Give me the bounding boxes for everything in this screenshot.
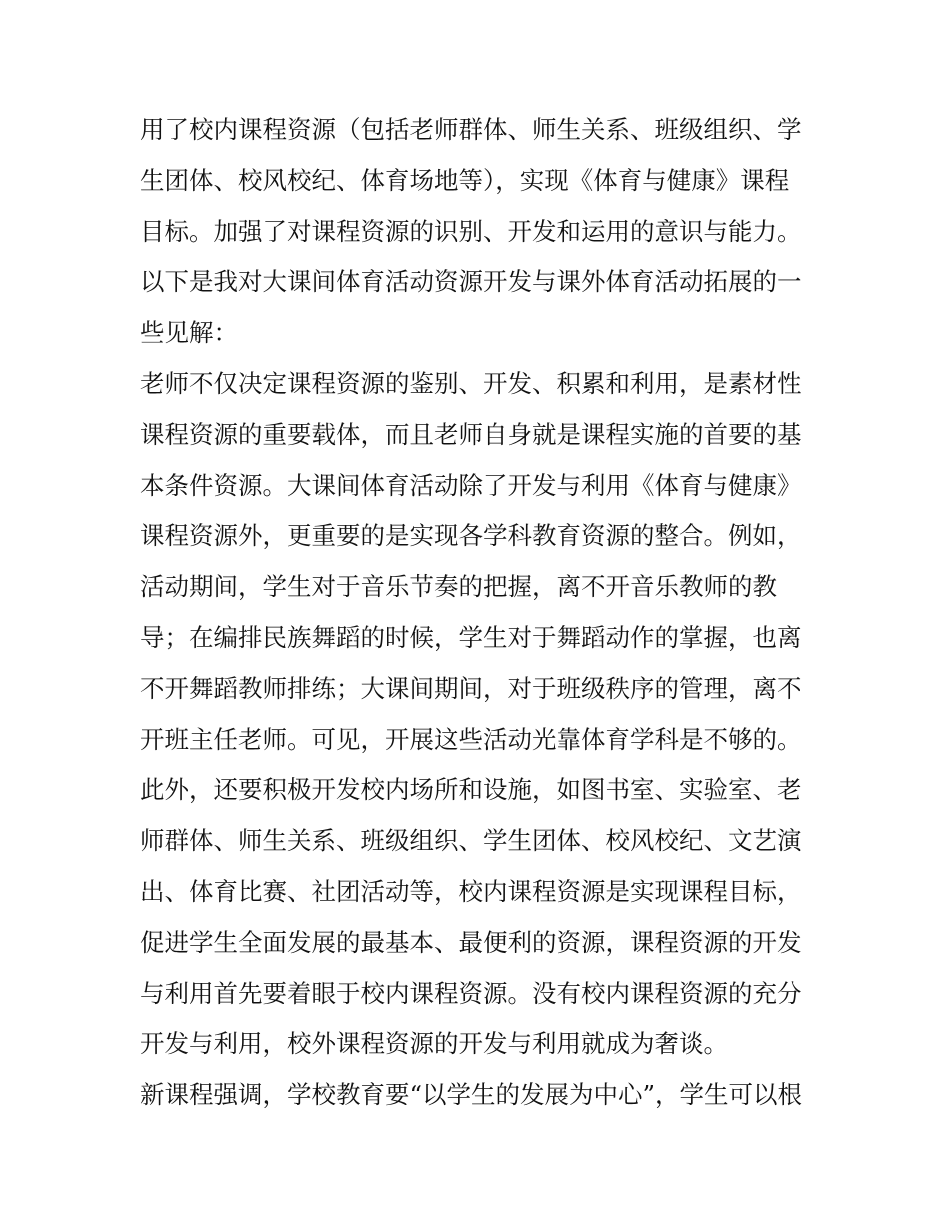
text-line: 新课程强调，学校教育要“以学生的发展为中心”，学生可以根 bbox=[140, 1080, 803, 1110]
text-line: 活动期间，学生对于音乐节奏的把握，离不开音乐教师的教 bbox=[140, 572, 777, 602]
text-line: 课程资源外，更重要的是实现各学科教育资源的整合。例如， bbox=[140, 521, 802, 551]
text-line: 与利用首先要着眼于校内课程资源。没有校内课程资源的充分 bbox=[140, 978, 802, 1008]
text-line: 不开舞蹈教师排练；大课间期间，对于班级秩序的管理，离不 bbox=[140, 673, 802, 703]
text-line: 此外，还要积极开发校内场所和设施，如图书室、实验室、老 bbox=[140, 775, 802, 805]
text-line: 老师不仅决定课程资源的鉴别、开发、积累和利用，是素材性 bbox=[140, 368, 802, 398]
text-line: 出、体育比赛、社团活动等，校内课程资源是实现课程目标， bbox=[140, 876, 802, 906]
text-line: 开班主任老师。可见，开展这些活动光靠体育学科是不够的。 bbox=[140, 724, 802, 754]
text-line: 以下是我对大课间体育活动资源开发与课外体育活动拓展的一 bbox=[140, 267, 802, 297]
text-line: 些见解： bbox=[140, 318, 238, 348]
text-line: 本条件资源。大课间体育活动除了开发与利用《体育与健康》 bbox=[140, 470, 802, 500]
text-line: 导；在编排民族舞蹈的时候，学生对于舞蹈动作的掌握，也离 bbox=[140, 622, 802, 652]
text-line: 目标。加强了对课程资源的识别、开发和运用的意识与能力。 bbox=[140, 216, 802, 246]
text-line: 促进学生全面发展的最基本、最便利的资源，课程资源的开发 bbox=[140, 927, 802, 957]
text-line: 课程资源的重要载体，而且老师自身就是课程实施的首要的基 bbox=[140, 419, 802, 449]
text-line: 师群体、师生关系、班级组织、学生团体、校风校纪、文艺演 bbox=[140, 826, 802, 856]
text-line: 用了校内课程资源（包括老师群体、师生关系、班级组织、学 bbox=[140, 115, 802, 144]
text-line: 生团体、校风校纪、体育场地等），实现《体育与健康》课程 bbox=[140, 165, 790, 195]
text-line: 开发与利用，校外课程资源的开发与利用就成为奢谈。 bbox=[140, 1029, 728, 1059]
body-text bbox=[140, 105, 820, 1121]
